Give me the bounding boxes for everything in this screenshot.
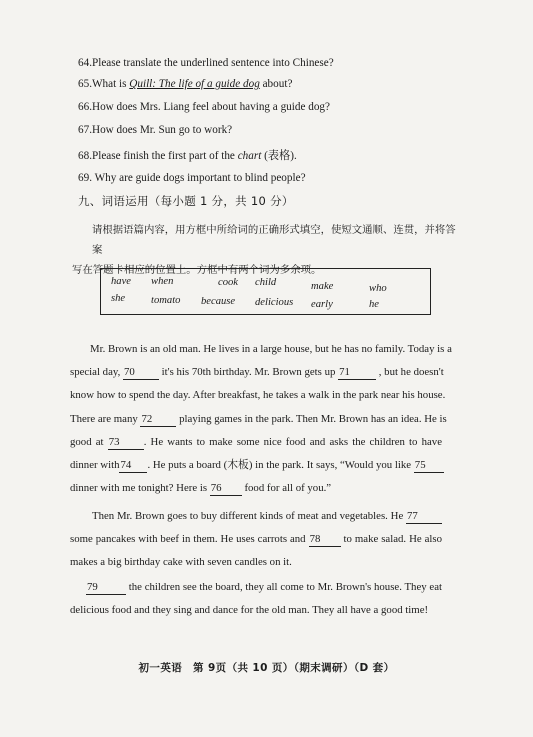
blank-79[interactable]: 79	[86, 581, 126, 595]
blank-71[interactable]: 71	[338, 366, 376, 380]
passage-line: know how to spend the day. After breakfast, he takes a walk in the park near his house.	[70, 389, 446, 402]
word-option: early	[311, 299, 333, 310]
word-option: cook	[218, 277, 238, 288]
word-option: have	[111, 276, 131, 287]
question-65-suffix: about?	[259, 78, 293, 90]
question-68-suffix: (表格).	[261, 150, 297, 162]
word-option: child	[255, 277, 277, 288]
question-69: 69. Why are guide dogs important to blind people?	[78, 172, 306, 184]
blank-78[interactable]: 78	[309, 533, 341, 547]
question-65-prefix: 65.What is	[78, 78, 130, 90]
question-67: 67.How does Mr. Sun go to work?	[78, 124, 233, 136]
page-footer: 初一英语 第 9页（共 10 页）（期末调研）（D 套）	[138, 662, 395, 674]
passage-line: There are many 72 playing games in the park. Then Mr. Brown has an idea. He is	[70, 412, 447, 425]
instructions-line-2: 写在答题卡相应的位置上。方框中有两个词为多余项。	[72, 264, 322, 276]
passage-line: some pancakes with beef in them. He uses carrots and 78 to make salad. He also	[70, 533, 443, 546]
passage-line: dinner with74 . He puts a board (木板) in the park. It says, “Would you like 75	[70, 454, 442, 477]
question-64: 64.Please translate the underlined sentence into Chinese?	[78, 57, 334, 69]
passage-line: Then Mr. Brown goes to buy different kinds of meat and vegetables. He 77	[70, 505, 442, 528]
instructions-line-1: 请根据语篇内容，用方框中所给词的正确形式填空，使短文通顺、连贯，并将答案	[92, 224, 456, 256]
passage-paragraph-2	[70, 505, 442, 575]
blank-73[interactable]: 73	[108, 436, 144, 450]
passage-line: makes a big birthday cake with seven candles on it.	[70, 556, 292, 569]
question-65-title: Quill: The life of a guide dog	[129, 78, 260, 90]
word-option: because	[201, 296, 236, 307]
blank-74[interactable]: 74	[119, 459, 147, 473]
blank-75[interactable]: 75	[414, 459, 444, 473]
question-68	[78, 147, 297, 163]
question-68-prefix: 68.Please finish the first part of the	[78, 150, 238, 162]
passage-paragraph-1	[70, 338, 452, 500]
passage-line: 79 the children see the board, they all come to Mr. Brown's house. They eat	[87, 581, 442, 593]
question-65	[78, 78, 292, 90]
section-heading: 九、词语运用（每小题 1 分，共 10 分）	[78, 194, 294, 208]
passage-line: special day, 70 it's his 70th birthday. Mr. Brown gets up 71 , but he doesn't	[70, 366, 444, 379]
blank-72[interactable]: 72	[140, 413, 176, 427]
question-66: 66.How does Mrs. Liang feel about having a guide dog?	[78, 101, 330, 113]
blank-76[interactable]: 76	[210, 482, 242, 496]
blank-70[interactable]: 70	[123, 366, 159, 380]
word-option: tomato	[151, 295, 181, 306]
question-68-chart-word: chart	[237, 150, 262, 162]
blank-77[interactable]: 77	[406, 510, 442, 524]
passage-line: good at 73 . He wants to make some nice food and asks the children to have	[70, 435, 442, 448]
word-box	[100, 268, 431, 315]
word-option: when	[151, 276, 174, 287]
word-option: make	[311, 281, 334, 292]
word-option: who	[369, 283, 387, 294]
passage-paragraph-3	[70, 576, 442, 622]
word-option: delicious	[255, 297, 294, 308]
passage-line: delicious food and they sing and dance for the old man. They all have a good time!	[70, 604, 429, 617]
passage-line: dinner with me tonight? Here is 76 food for all of you.”	[70, 482, 332, 495]
word-option: he	[369, 299, 379, 310]
word-option: she	[111, 293, 126, 304]
passage-line: Mr. Brown is an old man. He lives in a large house, but he has no family. Today is a	[90, 343, 452, 355]
